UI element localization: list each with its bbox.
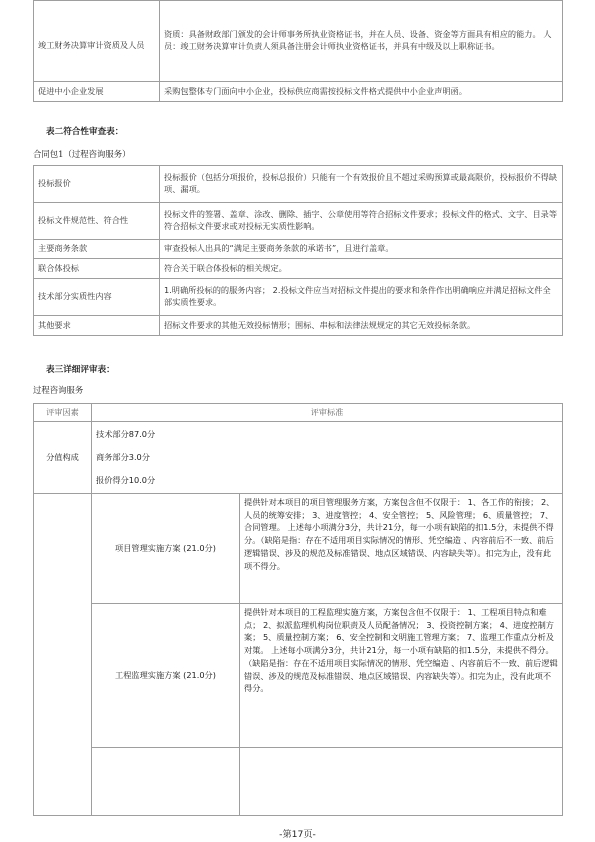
header-factor: 评审因素 — [34, 404, 92, 422]
qualification-table — [33, 0, 563, 102]
row-text-content: 资质：具备财政部门颁发的会计师事务所执业资格证书，并在人员、设备、资金等方面具有相应的能力。 人员：竣工财务决算审计负责人须具备注册会计师执业资格证书，并具有中级及以上职称证书。 — [164, 29, 552, 51]
row-label: 其他要求 — [34, 316, 160, 336]
table-row — [34, 316, 563, 336]
composition-line: 报价得分10.0分 — [96, 475, 156, 485]
row-label: 投标文件规范性、符合性 — [34, 203, 160, 240]
composition-line: 技术部分87.0分 — [96, 428, 156, 439]
row-label — [34, 1, 160, 82]
item-standard — [240, 748, 563, 816]
table-row — [34, 259, 563, 279]
section-title: 表三详细评审表： — [46, 365, 115, 375]
table-row — [34, 748, 563, 816]
row-text: 符合关于联合体投标的相关规定。 — [160, 259, 563, 279]
item-standard: 提供针对本项目的工程监理实施方案，方案包含但不仅限于： 1、工程项目特点和难点； 2、拟派监理机构岗位职责及人员配备情况； 3、投资控制方案； 4、进度控制方案； 5、质量控制方案； 6、安全控制和文明施工管理方案； 7、监理工作重点分析及对策。 上述每小项满分3分，共计21分，每一小项有缺陷的扣1.5分，未提供不得分。（缺陷是指：存在不适用项目实际情况的情形、凭空编造 、内容前后不一致、前后逻辑错误、涉及的规范及标准错误、地点区域错误、内容缺失等）。扣完为止，没有此项不得分。 — [240, 604, 563, 748]
item-standard: 提供针对本项目的项目管理服务方案，方案包含但不仅限于： 1、各工作的衔接； 2、人员的统筹安排； 3、进度管控； 4、安全管控； 5、风险管理； 6、质量管控； 7、合同管理。 上述每小项满分3分，共计21分，每一小项有缺陷的扣1.5分，未提供不得分。（缺陷是指：存在不适用项目实际情况的情形、凭空编造 、内容前后不一致、前后逻辑错误、涉及的规范及标准错误、地点区域错误、内容缺失等）。扣完为止，没有此项不得分。 — [240, 494, 563, 604]
row-text — [160, 1, 563, 82]
row-label-text: 竣工财务决算审计资质及人员 — [38, 40, 145, 51]
section-title: 表二符合性审查表： — [46, 127, 124, 137]
section-subtitle: 过程咨询服务 — [33, 385, 84, 395]
row-label: 主要商务条款 — [34, 240, 160, 259]
row-label: 技术部分实质性内容 — [34, 279, 160, 316]
table-row — [34, 240, 563, 259]
row-text: 1.明确所投标的的服务内容； 2.投标文件应当对招标文件提出的要求和条件作出明确响应并满足招标文件全部实质性要求。 — [160, 279, 563, 316]
item-name: 工程监理实施方案 (21.0分) — [92, 604, 240, 748]
section-subtitle: 合同包1（过程咨询服务） — [33, 149, 131, 159]
composition-line: 商务部分3.0分 — [96, 451, 150, 462]
header-standard: 评审标准 — [92, 404, 563, 422]
row-text: 投标报价（包括分项报价，投标总报价）只能有一个有效报价且不超过采购预算或最高限价，投标报价不得缺项、漏项。 — [160, 166, 563, 203]
row-label: 联合体投标 — [34, 259, 160, 279]
tech-group-cell — [34, 494, 92, 816]
row-text: 采购包整体专门面向中小企业，投标供应商需按投标文件格式提供中小企业声明函。 — [160, 82, 563, 102]
table-row — [34, 279, 563, 316]
evaluation-table — [33, 403, 563, 816]
compliance-table — [33, 165, 563, 336]
row-label: 促进中小企业发展 — [34, 82, 160, 102]
item-name — [92, 748, 240, 816]
table-row — [34, 1, 563, 35]
row-text: 招标文件要求的其他无效投标情形；围标、串标和法律法规规定的其它无效投标条款。 — [160, 316, 563, 336]
table-row — [34, 166, 563, 203]
table-row — [34, 422, 563, 494]
composition-values — [92, 422, 563, 494]
table-row — [34, 82, 563, 102]
table-header-row — [34, 404, 563, 422]
item-name: 项目管理实施方案 (21.0分) — [92, 494, 240, 604]
row-label: 投标报价 — [34, 166, 160, 203]
table-row — [34, 494, 563, 604]
row-text: 投标文件的签署、盖章、涂改、删除、插字、公章使用等符合招标文件要求；投标文件的格式、文字、目录等符合招标文件要求或对投标无实质性影响。 — [160, 203, 563, 240]
table-row — [34, 604, 563, 748]
table-row — [34, 203, 563, 240]
composition-label: 分值构成 — [34, 422, 92, 494]
row-text: 审查投标人出具的“满足主要商务条款的承诺书”，且进行盖章。 — [160, 240, 563, 259]
page-number: -第17页- — [279, 829, 316, 840]
